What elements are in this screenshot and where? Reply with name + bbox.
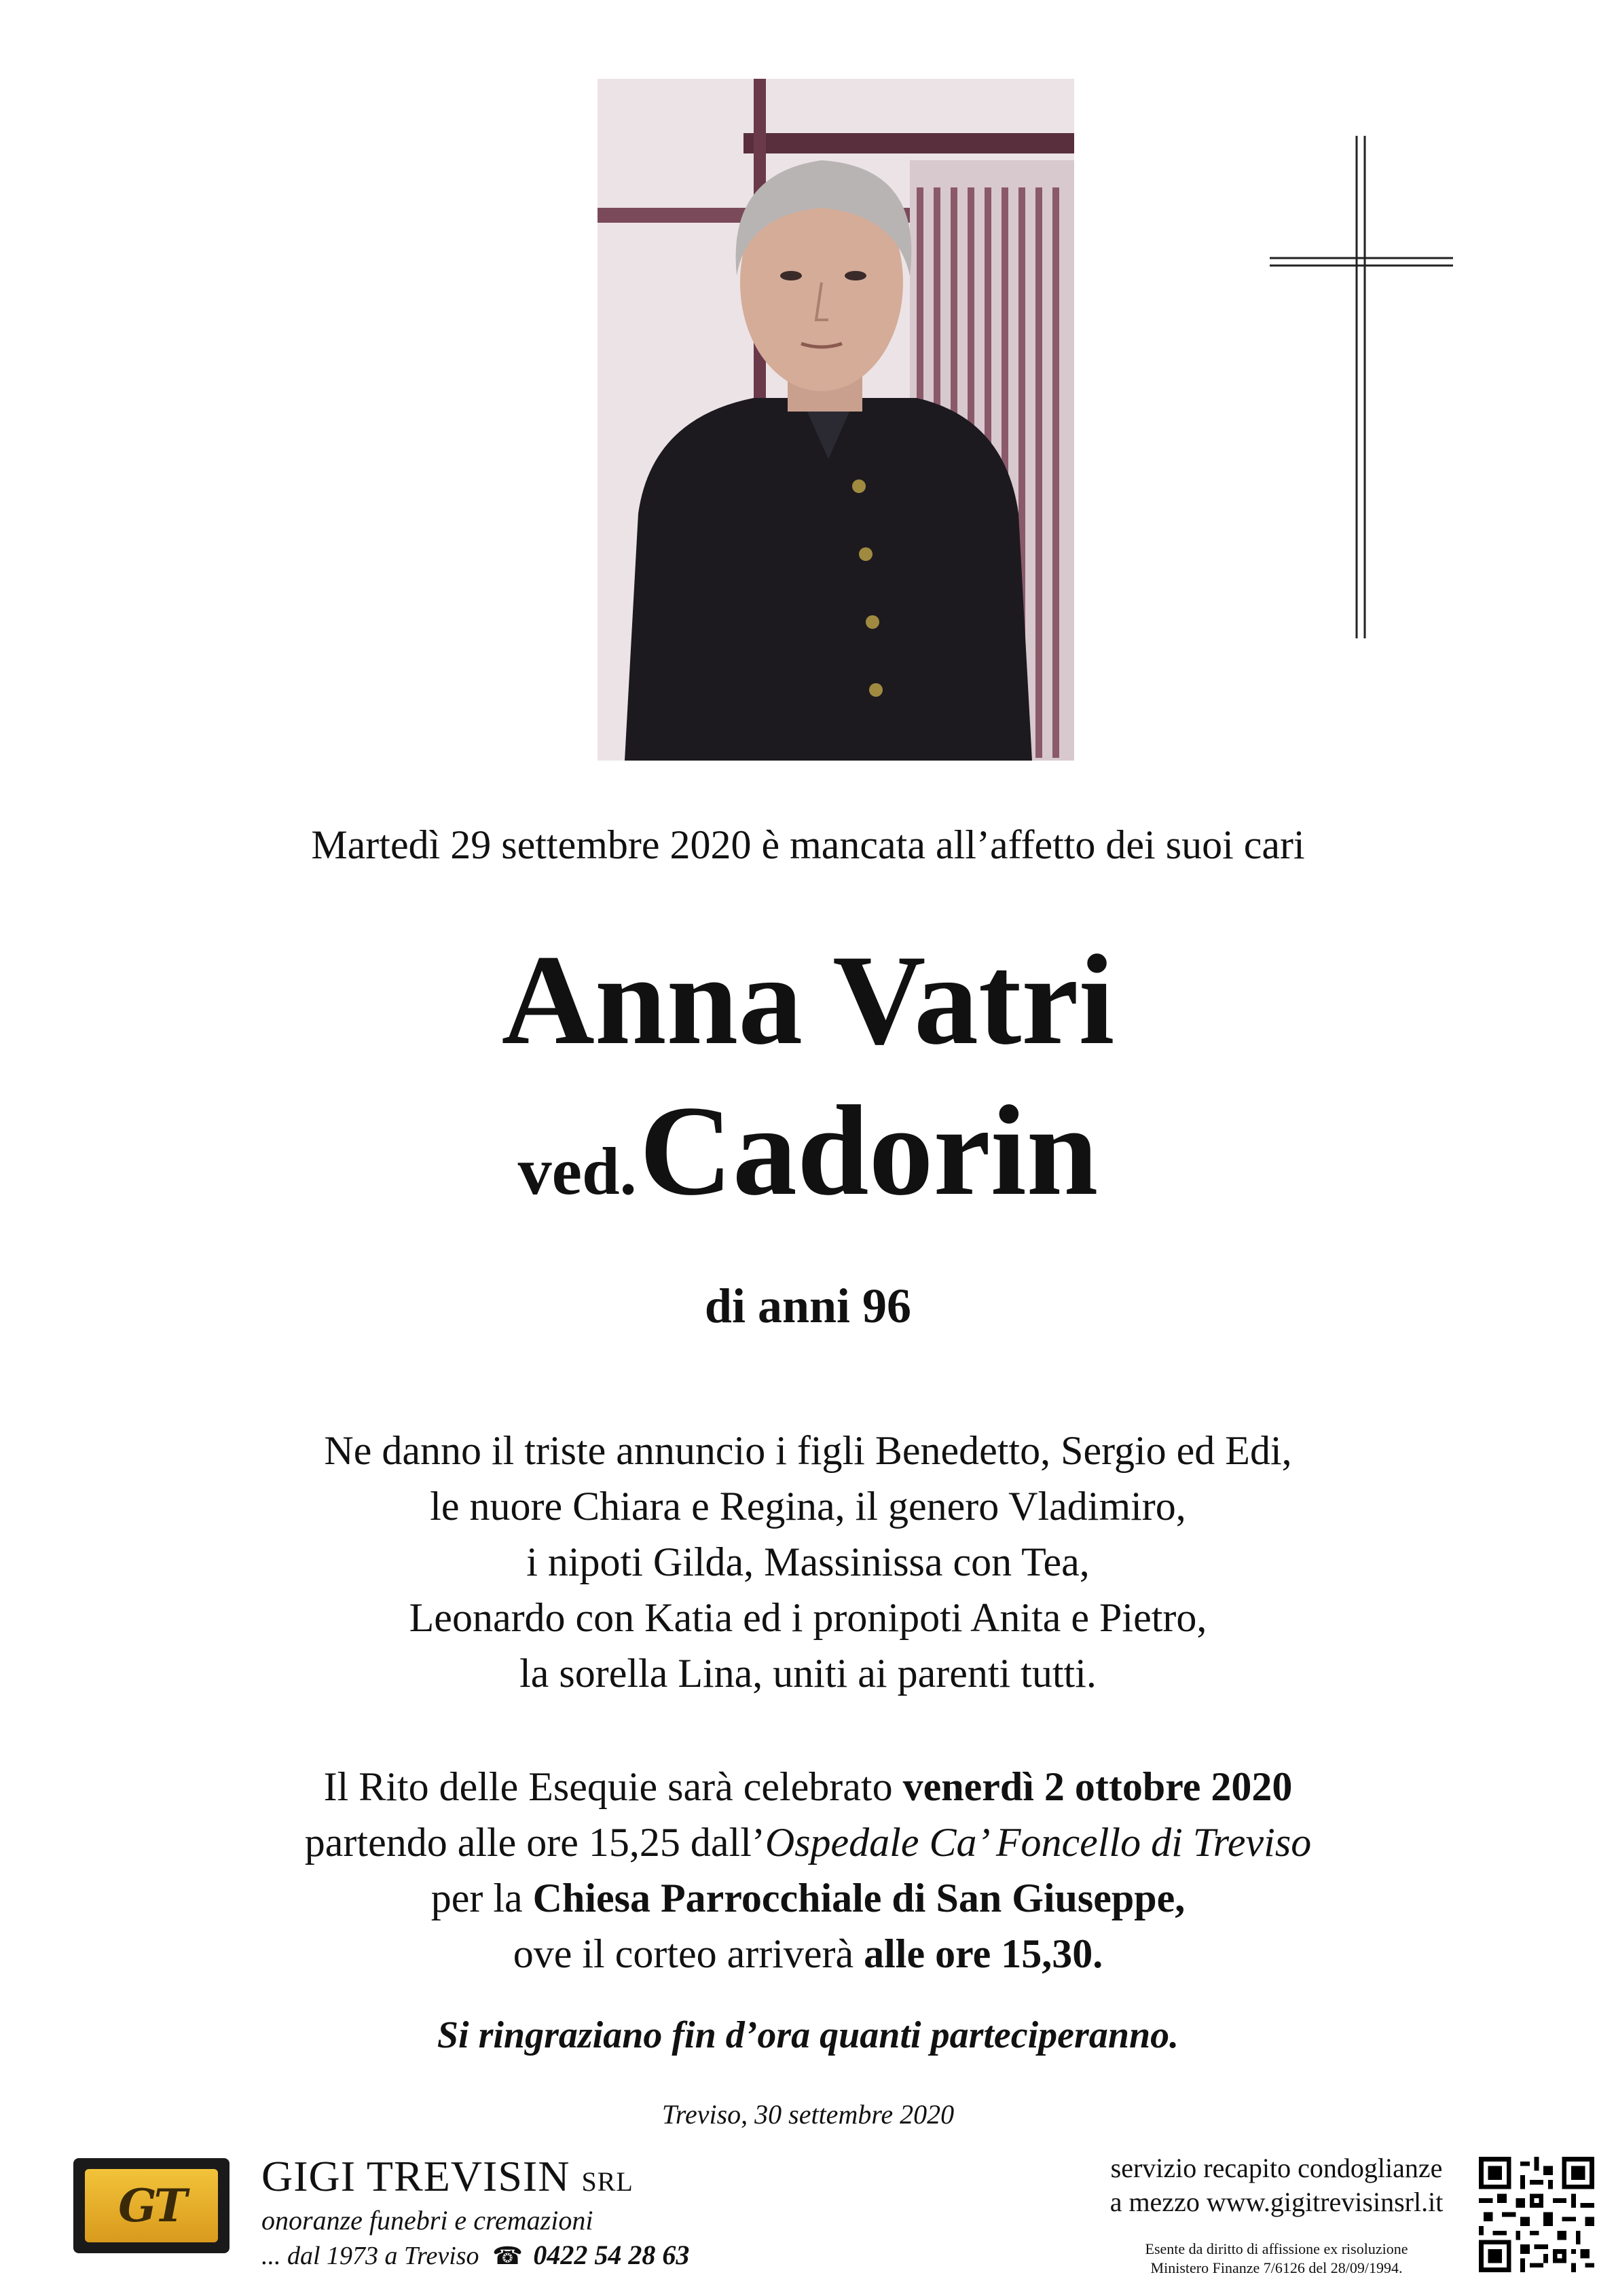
date-place: Treviso, 30 settembre 2020 [661,2099,955,2130]
rite-text: per la [430,1876,533,1920]
company-since-line [261,2239,689,2271]
family-line: Leonardo con Katia ed i pronipoti Anita e Pietro, [409,1595,1207,1640]
logo-letters: GT [118,2179,185,2232]
service-line-1: servizio recapito condoglianze [1110,2153,1443,2183]
rite-text: partendo alle ore 15,25 dall’ [304,1820,765,1865]
qr-code-icon[interactable] [1479,2157,1594,2272]
rite-line-2 [0,1815,1616,1870]
company-tagline: onoranze funebri e cremazioni [261,2205,593,2236]
company-name-line [261,2151,689,2202]
family-line: Ne danno il triste annuncio i figli Benedetto, Sergio ed Edi, [324,1428,1292,1473]
funeral-rite-info [0,1759,1616,1982]
rite-arrival-time: alle ore 15,30. [864,1931,1103,1976]
married-surname: Cadorin [639,1080,1099,1222]
service-website[interactable]: a mezzo www.gigitrevisinsrl.it [1109,2187,1444,2217]
portrait-photo [598,79,1074,761]
thanks-text: Si ringraziano fin d’ora quanti parteciperanno. [437,2014,1179,2056]
company-name: GIGI TREVISIN [261,2152,570,2200]
tax-exemption-note [1086,2240,1467,2278]
company-info [261,2151,689,2271]
logo-plate [85,2169,218,2242]
telephone-icon: ☎ [492,2242,523,2270]
rite-church: Chiesa Parrocchiale di San Giuseppe, [532,1876,1186,1920]
company-suffix: SRL [581,2166,633,2197]
exempt-line-1: Esente da diritto di affissione ex risoluzione [1145,2240,1408,2257]
family-line: le nuore Chiara e Regina, il genero Vladimiro, [430,1484,1186,1529]
age-text: di anni 96 [704,1279,912,1333]
company-since: ... dal 1973 a Treviso [261,2242,479,2270]
company-logo [73,2158,229,2253]
rite-line-3 [0,1870,1616,1926]
rite-line-4 [0,1926,1616,1982]
intro-text: Martedì 29 settembre 2020 è mancata all’affetto dei suoi cari [311,822,1305,867]
rite-hospital: Ospedale Ca’ Foncello di Treviso [765,1820,1312,1865]
cross-icon [1270,136,1453,638]
family-line: la sorella Lina, uniti ai parenti tutti. [519,1651,1097,1696]
family-line: i nipoti Gilda, Massinissa con Tea, [526,1539,1090,1584]
rite-text: ove il corteo arriverà [513,1931,864,1976]
rite-date: venerdì 2 ottobre 2020 [902,1764,1293,1809]
widow-prefix: ved. [517,1133,637,1209]
rite-text: Il Rito delle Esequie sarà celebrato [323,1764,903,1809]
deceased-surname-line [0,1080,1616,1222]
rite-line-1 [0,1759,1616,1815]
exempt-line-2: Ministero Finanze 7/6126 del 28/09/1994. [1150,2259,1403,2276]
family-announcement [0,1423,1616,1701]
company-phone[interactable]: 0422 54 28 63 [533,2240,690,2270]
condolence-service [1086,2151,1467,2219]
deceased-name: Anna Vatri [501,929,1115,1072]
